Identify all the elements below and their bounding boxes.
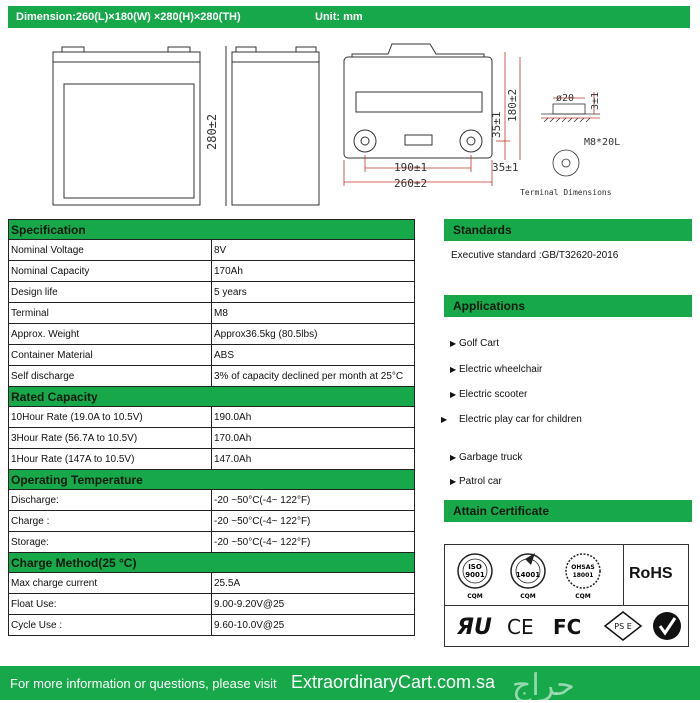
row-label: Discharge:	[9, 490, 212, 511]
row-label: Terminal	[9, 303, 212, 324]
terminal-diameter-label: ø20	[556, 93, 575, 104]
footer-site-link[interactable]: ExtraordinaryCart.com.sa	[291, 672, 496, 692]
terminal-caption: Terminal Dimensions	[520, 188, 612, 197]
row-value: -20 ~50°C(-4~ 122°F)	[212, 532, 415, 553]
front-view	[53, 47, 200, 205]
svg-text:PS E: PS E	[614, 622, 632, 631]
applications-header	[444, 295, 692, 317]
row-value: 147.0Ah	[212, 449, 415, 470]
compliance-logos	[445, 606, 690, 648]
row-value: -20 ~50°C(-4~ 122°F)	[212, 490, 415, 511]
svg-text:CQM: CQM	[575, 593, 591, 600]
application-label: Electric play car for children	[459, 414, 582, 425]
svg-text:ЯU: ЯU	[457, 615, 492, 640]
row-label: Cycle Use :	[9, 615, 212, 636]
row-value: Approx36.5kg (80.5lbs)	[212, 324, 415, 345]
table-row	[9, 511, 415, 532]
footer-bar	[0, 666, 700, 700]
svg-text:CE: CE	[507, 615, 534, 639]
row-label: 1Hour Rate (147A to 10.5V)	[9, 449, 212, 470]
list-item	[450, 364, 580, 375]
specification-table	[8, 219, 415, 636]
row-value: 5 years	[212, 282, 415, 303]
row-value: 190.0Ah	[212, 407, 415, 428]
standards-text: Executive standard :GB/T32620-2016	[451, 250, 619, 261]
row-label: Max charge current	[9, 573, 212, 594]
top-view	[344, 44, 492, 158]
svg-text:CQM: CQM	[520, 593, 536, 600]
table-row	[9, 594, 415, 615]
triangle-right-icon: ▶	[450, 390, 457, 399]
battery-technical-drawing	[0, 30, 700, 215]
row-label: Container Material	[9, 345, 212, 366]
svg-text:CQM: CQM	[467, 593, 483, 600]
list-item	[450, 476, 580, 487]
section-header: Specification	[9, 220, 415, 240]
application-label: Electric scooter	[459, 389, 528, 400]
ul-icon	[456, 615, 492, 640]
row-label: Nominal Capacity	[9, 261, 212, 282]
row-label: 10Hour Rate (19.0A to 10.5V)	[9, 407, 212, 428]
terminal-spacing-dimension: 190±1	[394, 161, 428, 174]
certificate-header	[444, 500, 692, 522]
standards-header	[444, 219, 692, 241]
table-row	[9, 240, 415, 261]
svg-text:OHSAS: OHSAS	[571, 564, 595, 571]
application-label: Electric wheelchair	[459, 364, 543, 375]
table-row	[9, 449, 415, 470]
list-item	[450, 338, 580, 349]
row-label: Charge :	[9, 511, 212, 532]
table-row	[9, 573, 415, 594]
terminal-depth-label: 3±1	[590, 91, 601, 110]
list-item	[450, 452, 580, 463]
logo-divider	[623, 545, 624, 605]
row-value: -20 ~50°C(-4~ 122°F)	[212, 511, 415, 532]
application-label: Garbage truck	[459, 452, 523, 463]
length-dimension: 260±2	[394, 177, 428, 190]
row-value: 9.60-10.0V@25	[212, 615, 415, 636]
list-item	[441, 414, 589, 425]
table-row	[9, 428, 415, 449]
table-row	[9, 261, 415, 282]
standards-title: Standards	[453, 223, 512, 237]
table-row	[9, 282, 415, 303]
bolt-label: M8*20L	[584, 137, 621, 148]
iso-14001-icon	[511, 553, 545, 600]
application-label: Patrol car	[459, 476, 502, 487]
row-value: 9.00-9.20V@25	[212, 594, 415, 615]
section-header: Operating Temperature	[9, 470, 415, 490]
triangle-right-icon: ▶	[450, 477, 457, 486]
section-header: Charge Method(25 °C)	[9, 553, 415, 573]
certificate-title: Attain Certificate	[453, 504, 550, 518]
dimension-text: Dimension:260(L)×180(W) ×280(H)×280(TH)	[16, 11, 241, 23]
row-label: Design life	[9, 282, 212, 303]
table-row	[9, 324, 415, 345]
height-dimension: 280±2	[205, 113, 219, 150]
watermark: حراج	[512, 668, 575, 703]
c-tick-icon	[653, 612, 681, 640]
table-row	[9, 490, 415, 511]
pse-icon	[605, 612, 641, 640]
row-label: Approx. Weight	[9, 324, 212, 345]
certificate-logos	[444, 544, 689, 647]
svg-text:14001: 14001	[515, 571, 541, 579]
table-row	[9, 532, 415, 553]
row-value: 170Ah	[212, 261, 415, 282]
section-header: Rated Capacity	[9, 387, 415, 407]
row-label: Storage:	[9, 532, 212, 553]
row-value: ABS	[212, 345, 415, 366]
table-row	[9, 615, 415, 636]
row-label: 3Hour Rate (56.7A to 10.5V)	[9, 428, 212, 449]
triangle-right-icon: ▶	[441, 415, 448, 424]
applications-title: Applications	[453, 299, 526, 313]
unit-text: Unit: mm	[315, 11, 363, 23]
table-row	[9, 345, 415, 366]
list-item	[450, 389, 580, 400]
triangle-right-icon: ▶	[450, 339, 457, 348]
iso-9001-icon	[458, 554, 492, 600]
side-view	[226, 46, 319, 206]
row-value: 8V	[212, 240, 415, 261]
triangle-right-icon: ▶	[450, 365, 457, 374]
row-label: Float Use:	[9, 594, 212, 615]
svg-text:18001: 18001	[572, 572, 594, 579]
triangle-right-icon: ▶	[450, 453, 457, 462]
fcc-icon	[553, 615, 581, 639]
iso-logos	[445, 545, 623, 605]
svg-text:9001: 9001	[465, 571, 485, 579]
footer-text: For more information or questions, please visit	[10, 676, 277, 691]
row-label: Nominal Voltage	[9, 240, 212, 261]
svg-text:ISO: ISO	[468, 563, 482, 571]
svg-text:FC: FC	[553, 615, 582, 639]
terminal-height-dimension: 35±1	[490, 111, 503, 138]
row-value: 170.0Ah	[212, 428, 415, 449]
application-label: Golf Cart	[459, 338, 500, 349]
ohsas-18001-icon	[566, 554, 600, 600]
table-row	[9, 303, 415, 324]
edge-offset-dimension: 35±1	[492, 161, 519, 174]
row-value: 25.5A	[212, 573, 415, 594]
ce-icon	[507, 615, 534, 639]
table-row	[9, 366, 415, 387]
row-label: Self discharge	[9, 366, 212, 387]
table-row	[9, 407, 415, 428]
row-value: 3% of capacity declined per month at 25°C	[212, 366, 415, 387]
dimension-header	[8, 6, 690, 28]
top-height-dimension: 180±2	[506, 88, 519, 122]
rohs-logo: RoHS	[629, 565, 673, 582]
row-value: M8	[212, 303, 415, 324]
